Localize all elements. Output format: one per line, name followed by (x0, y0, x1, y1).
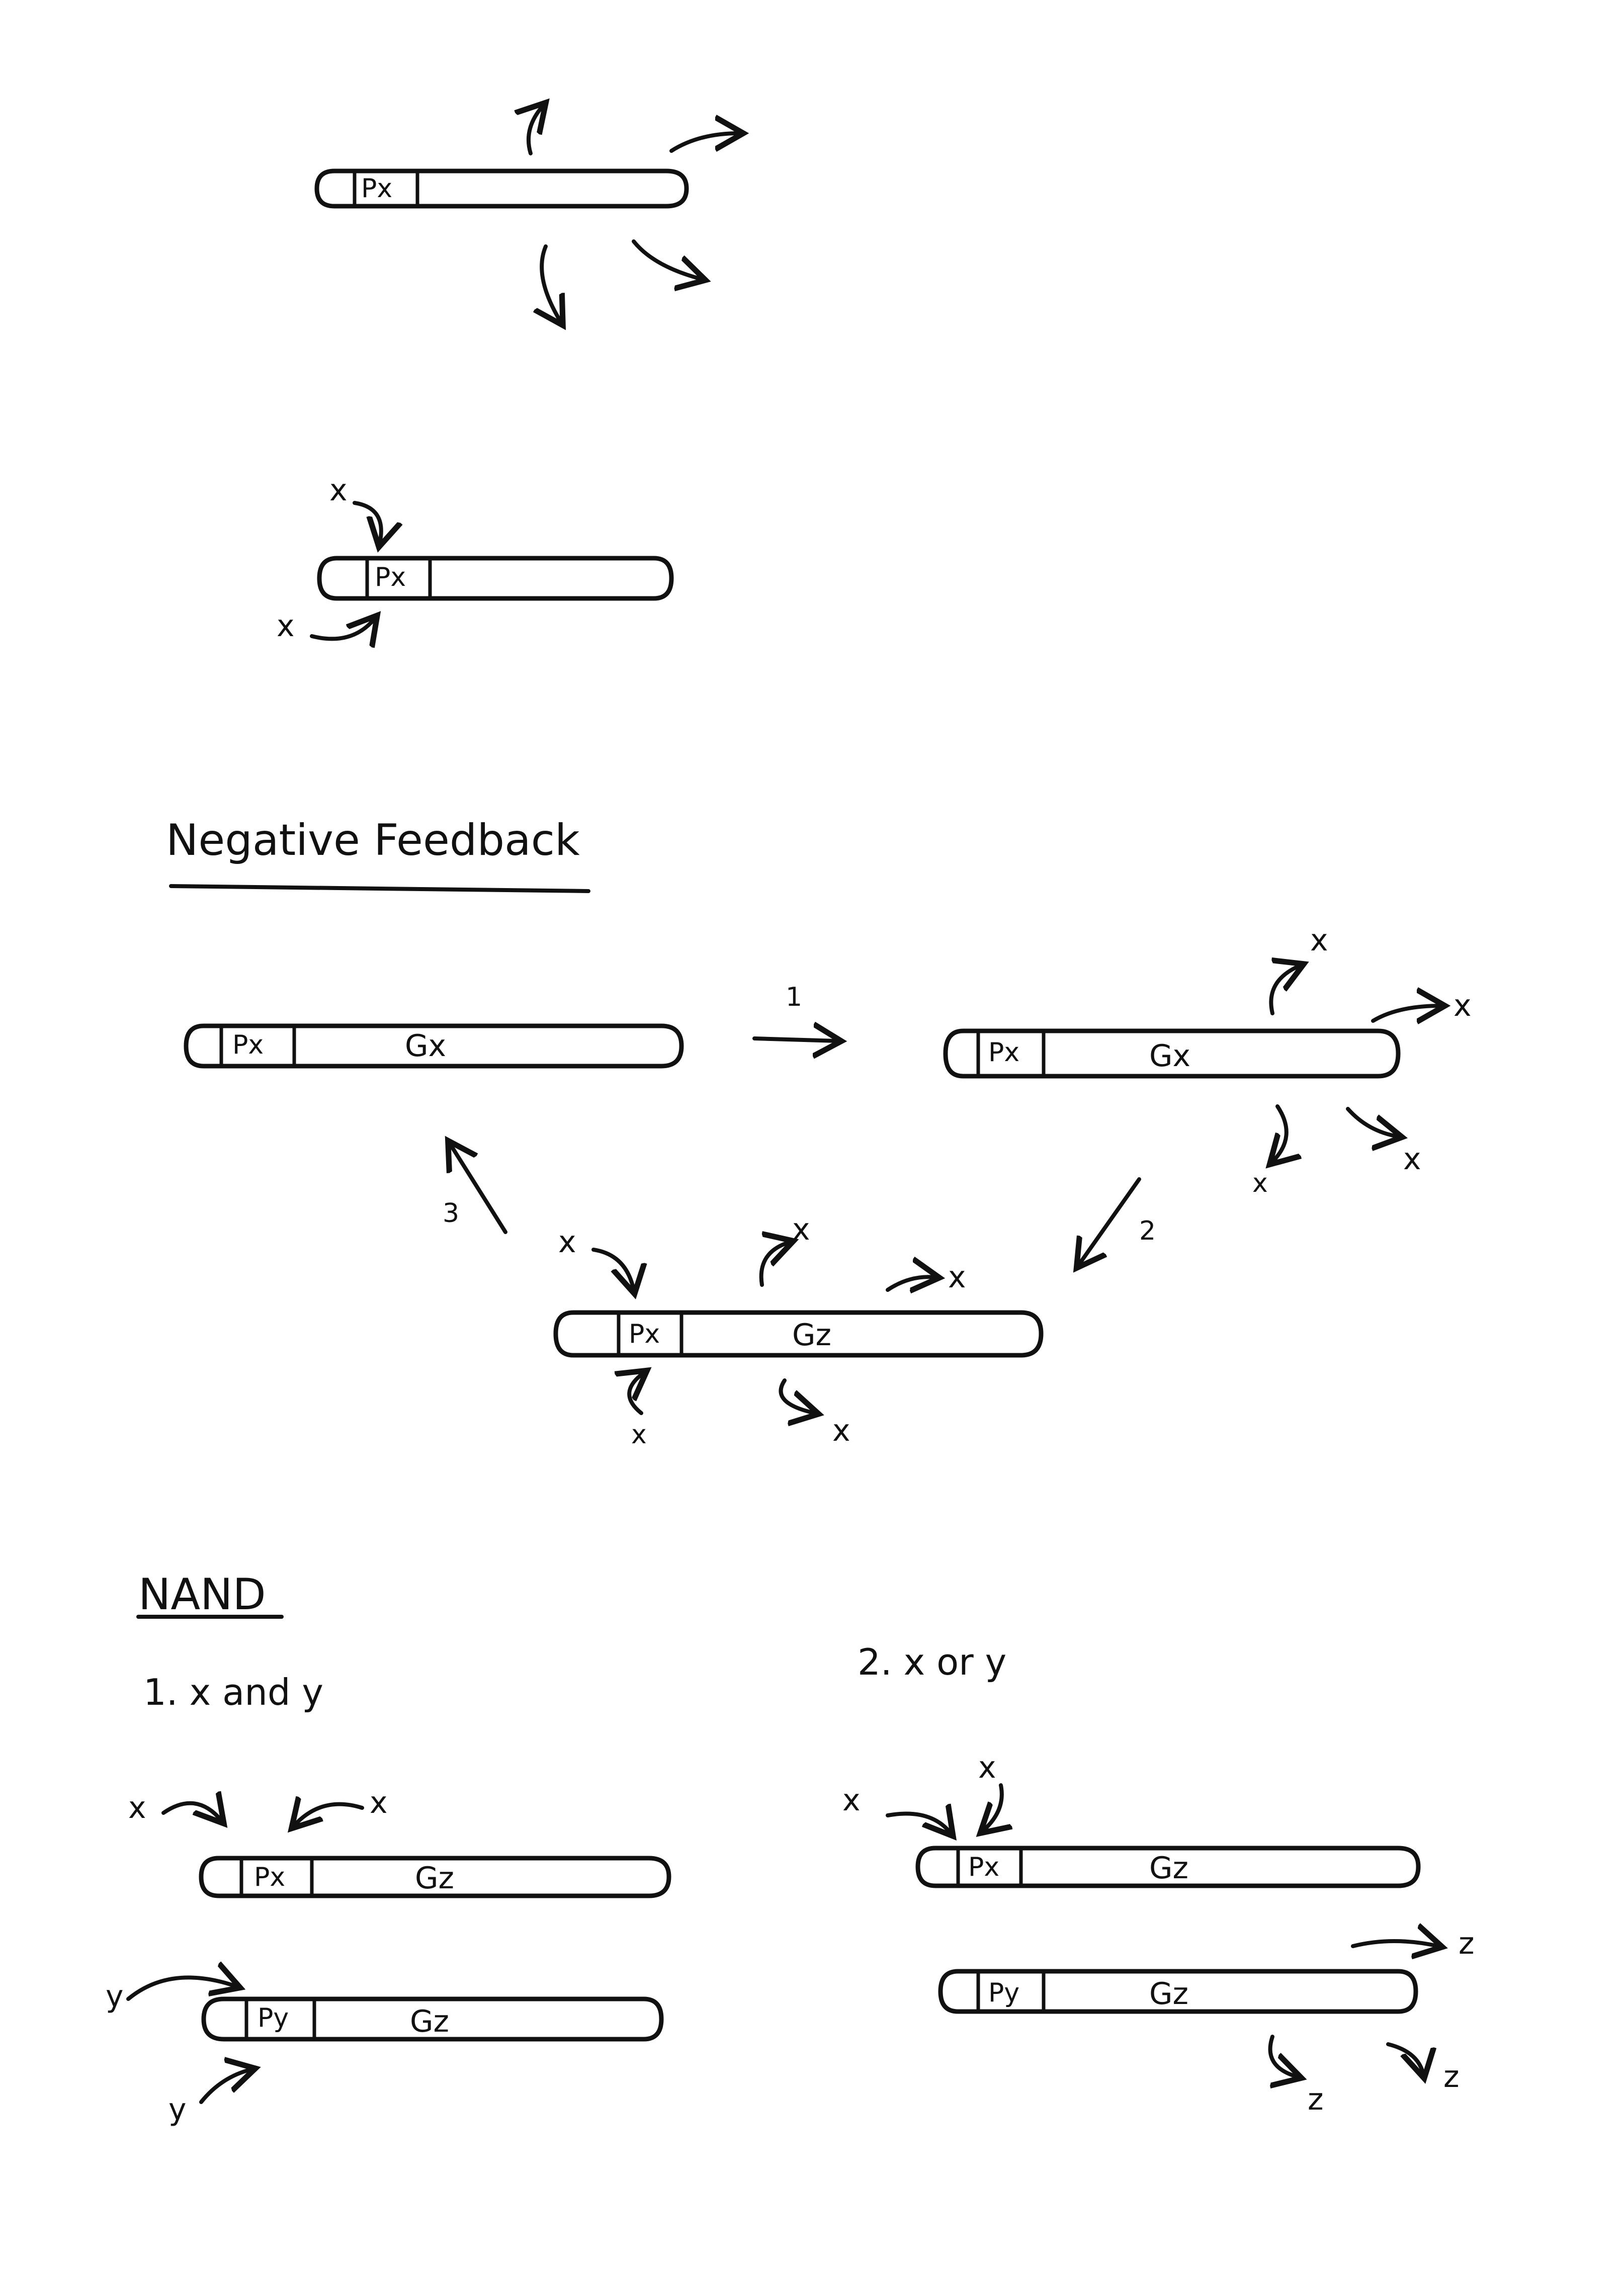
input-arrow (355, 503, 381, 543)
product-label: x (1403, 1142, 1421, 1177)
promoter-label: Px (968, 1852, 1000, 1882)
input-label: x (558, 1225, 576, 1260)
input-label: x (370, 1785, 388, 1820)
gene-label: Gz (1149, 1976, 1188, 2012)
product-label: x (792, 1212, 810, 1247)
gene-label: Gx (405, 1028, 447, 1064)
product-arrow (1353, 1941, 1438, 1946)
negative-feedback-section (166, 815, 1472, 1450)
input-label: y (106, 1979, 124, 2014)
product-label: x (948, 1260, 966, 1295)
top-gene-1 (317, 106, 739, 322)
gene-label: Gz (792, 1318, 831, 1353)
product-arrow (1348, 1109, 1398, 1137)
product-label: x (832, 1413, 850, 1448)
product-label: z (1443, 2059, 1460, 2095)
promoter-label: Px (375, 562, 406, 592)
product-label: z (1308, 2082, 1324, 2117)
promoter-label: Px (988, 1037, 1020, 1068)
case2-gene-x (842, 1750, 1418, 1886)
product-arrow (529, 106, 543, 153)
product-arrow (781, 1380, 815, 1413)
top-gene-2 (277, 473, 671, 644)
product-arrow (1271, 966, 1300, 1013)
product-arrow (542, 246, 561, 322)
promoter-label: Py (258, 2003, 289, 2033)
product-arrow (1373, 1006, 1441, 1021)
step-arrow (1079, 1179, 1139, 1265)
promoter-label: Px (254, 1862, 286, 1892)
product-arrow (1388, 2044, 1423, 2074)
input-arrow (593, 1250, 634, 1290)
product-arrow (888, 1277, 935, 1290)
product-arrow (634, 241, 702, 279)
input-label: x (842, 1783, 861, 1818)
gene-b (946, 923, 1472, 1198)
step-label: 1 (786, 982, 803, 1012)
input-arrow (128, 1977, 236, 1999)
promoter-label: Px (232, 1030, 264, 1060)
gene-label: Gx (1149, 1038, 1191, 1074)
input-label: y (168, 2092, 187, 2127)
product-arrow (1272, 1106, 1287, 1162)
gene-a (186, 1026, 681, 1066)
gene-label: Gz (415, 1861, 454, 1896)
section-heading: NAND (138, 1569, 266, 1620)
input-arrow (629, 1373, 644, 1413)
case-label: 1. x and y (143, 1671, 324, 1713)
product-label: x (1252, 1168, 1268, 1198)
gene-label: Gz (410, 2004, 449, 2039)
section-heading: Negative Feedback (166, 815, 580, 865)
input-label: x (277, 608, 295, 644)
input-arrow (983, 1785, 1002, 1830)
heading-underline (171, 886, 588, 891)
gene-c (556, 1212, 1041, 1450)
promoter-label: Px (361, 173, 393, 204)
case-label: 2. x or y (858, 1641, 1007, 1683)
case1-gene-y (106, 1977, 661, 2127)
product-label: x (1310, 923, 1328, 958)
product-arrow (761, 1242, 790, 1285)
promoter-label: Px (629, 1319, 660, 1349)
input-label: x (329, 473, 348, 508)
input-arrow (201, 2069, 251, 2102)
case2-gene-y (941, 1926, 1475, 2117)
product-arrow (1270, 2037, 1298, 2077)
promoter-label: Py (988, 1978, 1020, 2008)
input-label: x (128, 1790, 146, 1825)
product-label: x (1454, 988, 1472, 1023)
input-arrow (888, 1814, 951, 1833)
input-arrow (294, 1804, 362, 1825)
nand-section (106, 1569, 1475, 2127)
input-arrow (163, 1803, 221, 1820)
product-label: z (1459, 1926, 1475, 1961)
product-arrow (671, 133, 739, 151)
step-label: 2 (1139, 1216, 1156, 1246)
step-arrow (754, 1038, 837, 1041)
input-label: x (631, 1420, 647, 1450)
gene-label: Gz (1149, 1851, 1188, 1886)
step-label: 3 (443, 1198, 460, 1229)
case1-gene-x (128, 1785, 669, 1896)
input-label: x (978, 1750, 996, 1785)
input-arrow (312, 619, 375, 639)
